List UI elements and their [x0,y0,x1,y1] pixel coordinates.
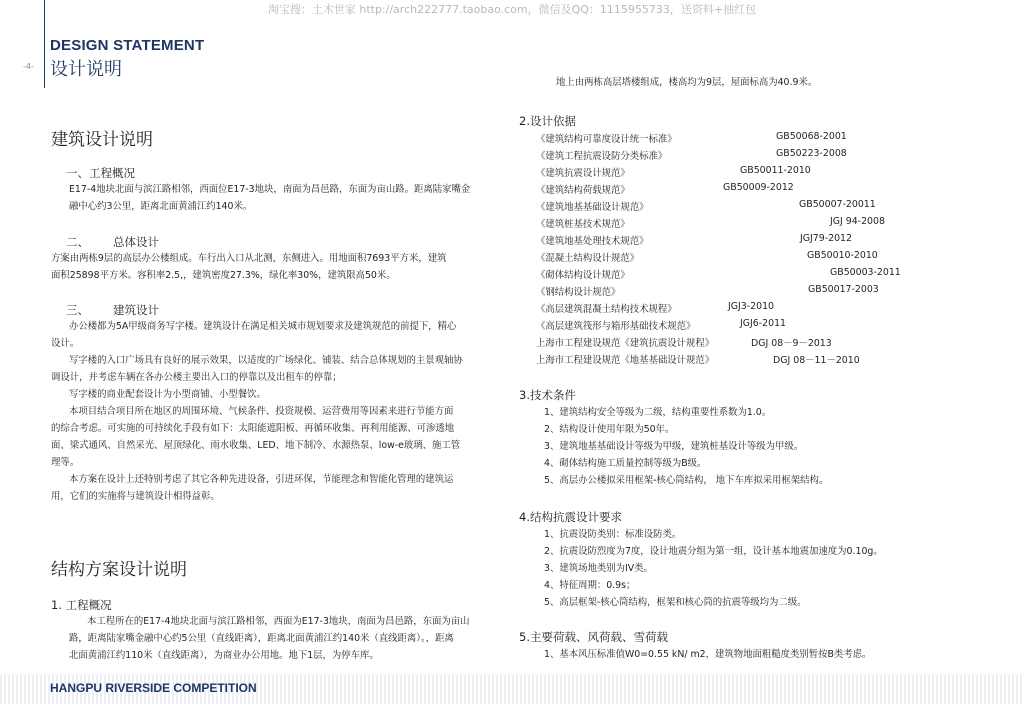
paragraph-line: 本工程所在的E17-4地块北面与滨江路相邻，西面为E17-3地块，南面为昌邑路，东面为亩山 [87,616,470,627]
design-basis-heading: 2.设计依据 [519,114,576,128]
list-item: 1、建筑结构安全等级为二级，结构重要性系数为1.0。 [544,407,772,418]
standard-code: JGJ6-2011 [740,318,787,329]
paragraph-line: 调设计，并考虑车辆在各办公楼主要出入口的停靠以及出租车的停靠； [51,372,342,383]
design-statement-title: DESIGN STATEMENT [50,37,205,54]
standard-name: 《高层建筑筏形与箱形基础技术规范》 [536,321,696,332]
standard-code: GB50068-2001 [776,131,847,142]
architecture-heading: 建筑设计说明 [51,130,153,150]
standard-code: GB50223-2008 [776,148,847,159]
section-1-heading: 一、工程概况 [66,166,135,180]
standard-name: 《钢结构设计规范》 [536,287,621,298]
standard-name: 《高层建筑混凝土结构技术规程》 [536,304,677,315]
standard-code: DGJ 08－9－2013 [751,338,832,349]
standard-code: GB50003-2011 [830,267,901,278]
section-1-body [69,181,507,215]
page-number: -4- [23,62,34,71]
list-item: 5、高层办公楼拟采用框架-核心筒结构， 地下车库拟采用框架结构。 [544,475,829,486]
list-item: 2、结构设计使用年限为50年。 [544,424,675,435]
standard-name: 上海市工程建设规范《建筑抗震设计规程》 [536,338,715,349]
structure-section-1-body [69,613,507,664]
paragraph-line: 路，距离陆家嘴金融中心约5公里（直线距离），距离北面黄浦江约140米（直线距离）。，距离 [69,633,454,644]
paragraph-line: E17-4地块北面与滨江路相邻，西面位E17-3地块，南面为昌邑路，东面为亩山路。距离陆家嘴金 [69,184,471,195]
structure-continuation-line: 地上由两栋高层塔楼组成，楼高均为9层，屋面标高为40.9米。 [556,77,818,88]
list-item: 2、抗震设防烈度为7度，设计地震分组为第一组，设计基本地震加速度为0.10g。 [544,546,883,557]
structure-heading: 结构方案设计说明 [51,560,187,580]
watermark-text: 淘宝搜：土木世家 http://arch222777.taobao.com，微信及QQ：1115955733，送资料+抽红包 [267,3,757,16]
loads-heading: 5.主要荷载、风荷载、雪荷载 [519,630,668,644]
standard-name: 《砌体结构设计规范》 [536,270,630,281]
paragraph-line: 北面黄浦江约110米（直线距离），为商业办公用地。地下1层，为停车库。 [69,650,379,661]
standard-code: GB50009-2012 [723,182,794,193]
standard-code: JGJ79-2012 [800,233,852,244]
paragraph-line: 面、梁式通风、自然采光、屋顶绿化、雨水收集、LED、地下制冷、水源热泵、low-e玻璃、施工管 [51,440,461,451]
standard-name: 《建筑结构荷载规范》 [536,185,630,196]
standard-code: GB50010-2010 [807,250,878,261]
list-item: 3、建筑场地类别为IV类。 [544,563,653,574]
standard-name: 《建筑结构可靠度设计统一标准》 [536,134,677,145]
paragraph-line: 设计。 [51,338,80,349]
paragraph-line: 融中心约3公里，距离北面黄浦江约140米。 [69,201,253,212]
paragraph-line: 用，它们的实施将与建筑设计相得益彰。 [51,491,220,502]
section-2-body [51,250,507,284]
seismic-requirements-list [544,526,883,611]
standard-name: 上海市工程建设规范《地基基础设计规范》 [536,355,715,366]
paragraph-line: 理等。 [51,457,80,468]
technical-conditions-heading: 3.技术条件 [519,388,576,402]
paragraph-line: 面积25898平方米。容积率2.5,，建筑密度27.3%，绿化率30%，建筑限高50米。 [51,270,396,281]
standard-code: GB50007-20011 [799,199,876,210]
list-item: 5、高层框架-核心筒结构，框架和核心筒的抗震等级均为二级。 [544,597,807,608]
list-item: 3、建筑地基基础设计等级为甲级，建筑桩基设计等级为甲级。 [544,441,804,452]
design-statement-subtitle: 设计说明 [50,59,122,80]
standard-name: 《混凝土结构设计规范》 [536,253,640,264]
header-accent-line [44,0,45,88]
standard-code: GB50011-2010 [740,165,811,176]
list-item: 1、抗震设防类别：标准设防类。 [544,529,682,540]
loads-list [544,646,871,663]
standard-code: JGJ3-2010 [728,301,775,312]
paragraph-line: 办公楼都为5A甲级商务写字楼。建筑设计在满足相关城市规划要求及建筑规范的前提下，精心 [69,321,457,332]
competition-name: HANGPU RIVERSIDE COMPETITION [50,681,257,695]
standard-name: 《建筑桩基技术规范》 [536,219,630,230]
standard-code: JGJ 94-2008 [830,216,885,227]
list-item: 1、基本风压标准值W0=0.55 kN/ m2，建筑物地面粗糙度类别暂按B类考虑。 [544,649,872,660]
paragraph-line: 的综合考虑。可实施的可持续化手段有如下：太阳能遮阳板、再循环收集、再利用能源、可渗透地 [51,423,455,434]
list-item: 4、特征周期：0.9s； [544,580,636,591]
standard-code: DGJ 08－11－2010 [773,355,860,366]
section-2-number: 二、 [66,235,89,249]
paragraph-line: 写字楼的商业配套设计为小型商铺、小型餐饮。 [69,389,266,400]
section-3-number: 三、 [66,303,89,317]
paragraph-line: 写字楼的入口广场具有良好的展示效果，以适度的广场绿化、铺装、结合总体规划的主景观轴协 [69,355,463,366]
standard-name: 《建筑地基处理技术规范》 [536,236,649,247]
technical-conditions-list [544,404,828,489]
structure-section-1-heading: 1. 工程概况 [51,598,112,612]
standard-name: 《建筑工程抗震设防分类标准》 [536,151,668,162]
standard-name: 《建筑抗震设计规范》 [536,168,630,179]
section-2-heading: 总体设计 [113,235,159,249]
standard-code: GB50017-2003 [808,284,879,295]
paragraph-line: 本项目结合项目所在地区的周围环境、气候条件、投资规模、运营费用等因素来进行节能方面 [69,406,454,417]
list-item: 4、砌体结构施工质量控制等级为B级。 [544,458,707,469]
standard-name: 《建筑地基基础设计规范》 [536,202,649,213]
paragraph-line: 方案由两栋9层的高层办公楼组成。车行出入口从北测，东侧进入。用地面积7693平方米，建筑 [51,253,447,264]
paragraph-line: 本方案在设计上还特别考虑了其它各种先进设备，引进环保，节能理念和智能化管理的建筑运 [69,474,454,485]
seismic-requirements-heading: 4.结构抗震设计要求 [519,510,622,524]
section-3-body [51,318,507,505]
section-3-heading: 建筑设计 [113,303,159,317]
